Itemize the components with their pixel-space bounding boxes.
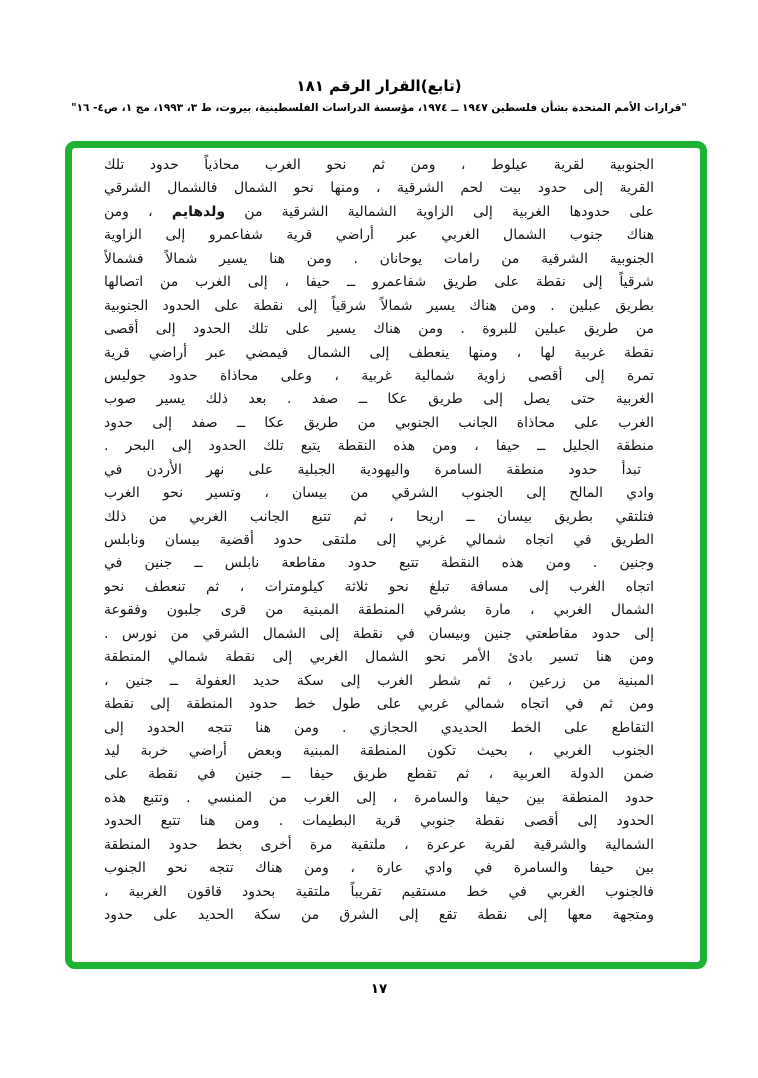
- text-line: من طريق عبلين للبروة . ومن هناك يسير على تلك الحدود إلى أقصى: [104, 321, 654, 338]
- text-line: ضمن الدولة العربية ، ثم تقطع طريق حيفا ــ جنين في نقطة على: [104, 766, 654, 783]
- text-line: وجنين . ومن هذه النقطة تتبع حدود مقاطعة نابلس ــ جنين في: [104, 555, 654, 572]
- text-line: [104, 201, 654, 224]
- text-line: الغرب على محاذاة الجانب الجنوبي من طريق عكا ــ صفد إلى حدود: [104, 414, 654, 431]
- text-line: فتلتقي بطريق بيسان ــ اريحا ، ثم تتبع الجانب الغربي من ذلك: [104, 508, 654, 525]
- body-text: [104, 154, 654, 927]
- text-line: بطريق عبلين . ومن هناك يسير شمالاً شرقياً إلى نقطة على الحدود الجنوبية: [104, 297, 654, 314]
- text-line: الحدود إلى أقصى نقطة جنوبي قرية البطيمات . ومن هنا تتبع الحدود: [104, 813, 654, 830]
- text-line: تمرة إلى أقصى زاوية شمالية غربية ، وعلى محاذاة حدود جوليس: [104, 367, 654, 384]
- text-segment-bold: ولدهايم: [171, 203, 226, 220]
- text-line: ومن هنا تسير بادئ الأمر نحو الشمال الغربي إلى نقطة شمالي المنطقة: [104, 649, 654, 666]
- text-segment: على حدودها الغربية إلى الزاوية الشمالية الشرقية من: [225, 203, 654, 220]
- text-line: القرية إلى حدود بيت لحم الشرقية ، ومنها نحو الشمال فالشمال الشرقي: [104, 180, 654, 197]
- page-title: (تابع)القرار الرقم ١٨١: [296, 77, 462, 95]
- text-line: الغربية حتى يصل إلى طريق عكا ــ صفد . بعد ذلك يسير صوب: [104, 391, 654, 408]
- text-line: الشمال الغربي ، مارة بشرقي المنطقة المبنية من قرى جلبون وفقوعة: [104, 602, 654, 619]
- text-line: الطريق في اتجاه شمالي غربي إلى ملتقى حدود أقضية بيسان ونابلس: [104, 532, 654, 548]
- text-frame-border: [65, 141, 707, 969]
- text-line: شرقياً إلى نقطة على طريق شفاعمرو ــ حيفا ، إلى الغرب من اتصالها: [104, 274, 654, 291]
- text-line: ومن ثم في اتجاه شمالي غربي على طول خط حدود المنطقة إلى نقطة: [104, 696, 654, 713]
- text-line: الشمالية والشرقية لقرية عرعرة ، ملتقية مرة أخرى بخط حدود المنطقة: [104, 836, 654, 853]
- text-line: نقطة غربية لها ، ومنها ينعطف إلى الشمال فيمضي عبر أراضي قرية: [104, 344, 654, 361]
- text-line: الجنوب الغربي ، بحيث تكون المنطقة المبنية وبعض أراضي خربة ليد: [104, 742, 654, 759]
- text-segment: ، ومن: [104, 203, 172, 220]
- text-line: اتجاه الغرب إلى مسافة تبلغ نحو ثلاثة كيلومترات ، ثم تنعطف نحو: [104, 578, 654, 595]
- text-line: الجنوبية لقرية عيلوط ، ومن ثم نحو الغرب محاذياً حدود تلك: [104, 157, 654, 173]
- text-line: حدود المنطقة بين حيفا والسامرة ، إلى الغرب من المنسي . وتتبع هذه: [104, 789, 654, 806]
- text-line: إلى حدود مقاطعتي جنين وبيسان في نقطة إلى الشمال الشرقي من نورس .: [104, 625, 654, 642]
- text-line: المبنية من زرعين ، ثم شطر الغرب إلى سكة حديد العفولة ــ جنين ،: [104, 672, 654, 689]
- text-line: بين حيفا والسامرة في وادي عارة ، ومن هناك تتجه نحو الجنوب: [104, 860, 654, 877]
- text-line: وادي المالح إلى الجنوب الشرقي من بيسان ، وتسير نحو الغرب: [104, 485, 654, 502]
- page-number: ١٧: [370, 981, 388, 997]
- text-line: فالجنوب الغربي في خط مستقيم تقريباً ملتقية بحدود قاقون الغربية ،: [104, 883, 654, 900]
- text-line: التقاطع على الخط الحديدي الحجازي . ومن هنا تتجه الحدود إلى: [104, 719, 654, 736]
- text-line: ومتجهة معها إلى نقطة تقع إلى الشرق من سكة الحديد على حدود: [104, 907, 654, 923]
- text-line: هناك جنوب الشمال الغربي عبر أراضي قرية شفاعمرو إلى الزاوية: [104, 227, 654, 244]
- text-line: منطقة الجليل ــ حيفا ، ومن هذه النقطة يتبع تلك الحدود إلى البحر .: [104, 438, 654, 455]
- text-line: الجنوبية الشرقية من رامات يوحانان . ومن هنا يسير شمالاً فشمالاً: [104, 250, 654, 267]
- source-citation: "قرارات الأمم المتحدة بشأن فلسطين ١٩٤٧ ــ ١٩٧٤، مؤسسة الدراسات الفلسطينية، بيروت، ط ٣، ١٩٩٣، مج ١، ص٤- ١٦": [71, 102, 687, 114]
- text-line: تبدأ حدود منطقة السامرة واليهودية الجبلية على نهر الأُردن في: [104, 461, 641, 478]
